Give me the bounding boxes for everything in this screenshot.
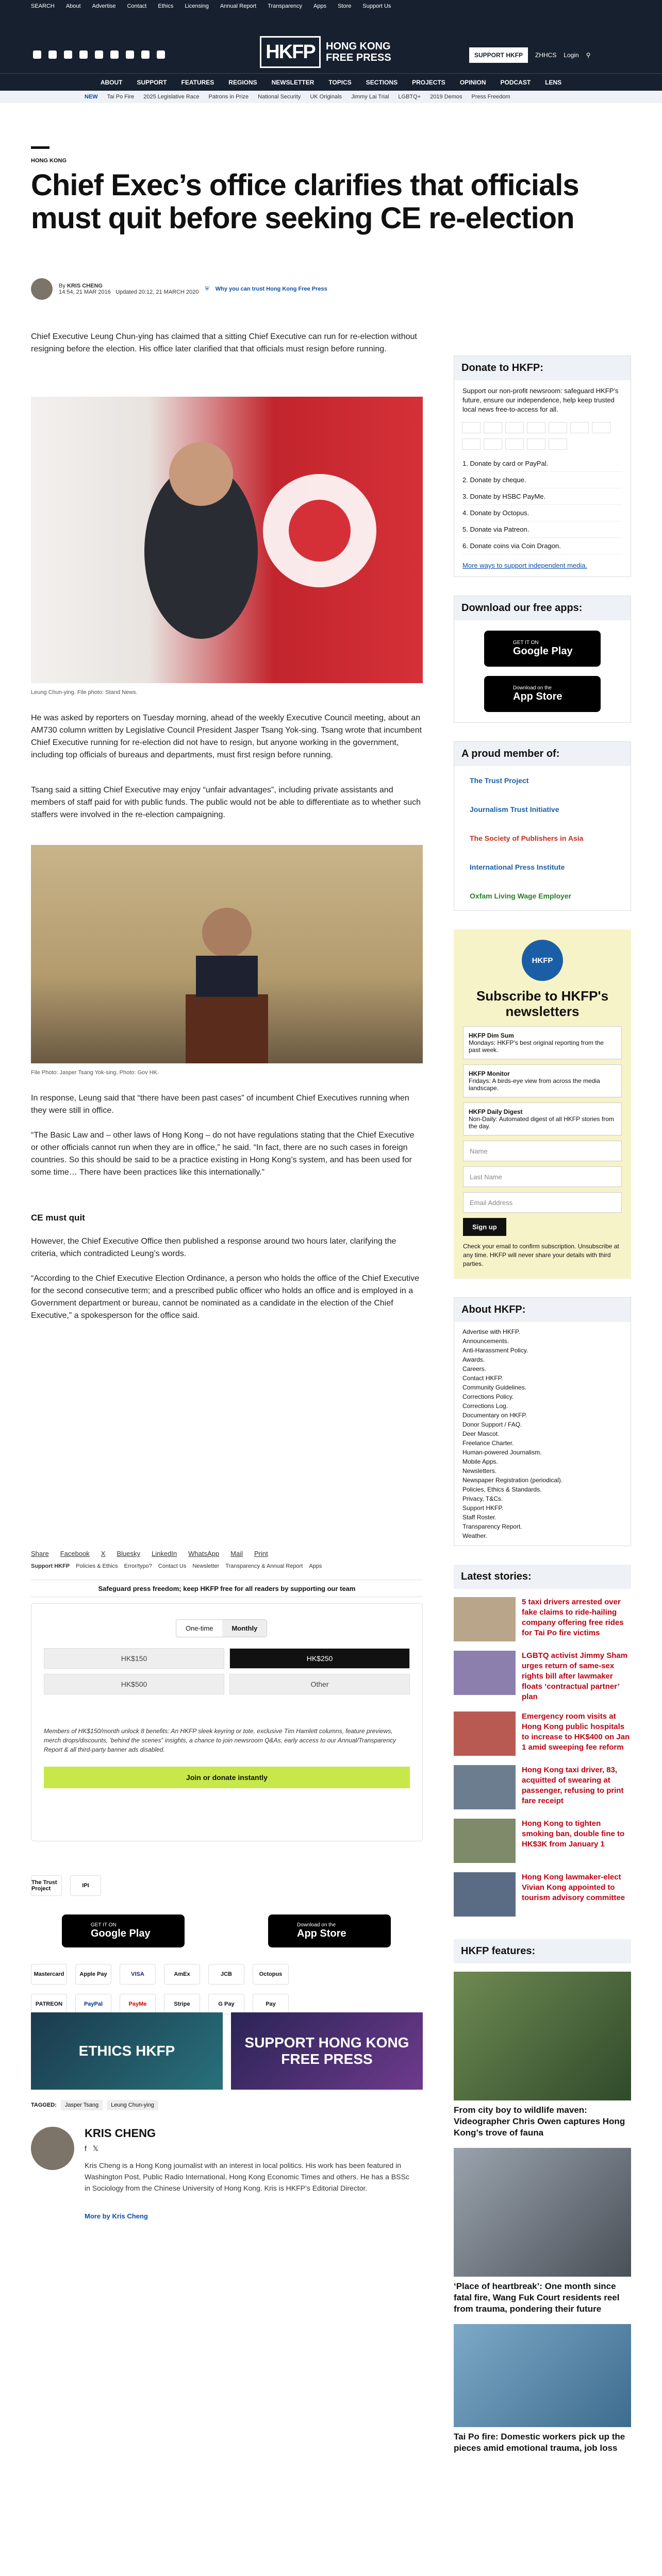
feature-image[interactable] — [454, 2324, 631, 2427]
about-link[interactable]: Corrections Log. — [462, 1402, 508, 1410]
facebook-icon[interactable]: f — [85, 2144, 87, 2153]
member-logo[interactable]: Oxfam Living Wage Employer — [470, 892, 572, 900]
site-logo[interactable] — [260, 36, 402, 68]
story-item[interactable] — [454, 1819, 631, 1863]
signup-button[interactable]: Sign up — [463, 1218, 506, 1236]
author-box-name[interactable]: KRIS CHENG — [85, 2127, 156, 2140]
newsletter-logo: HKFP — [522, 940, 563, 981]
story-title[interactable]: 5 taxi drivers arrested over fake claims to ride-hailing company offering free rides for Tai Po fire victims — [522, 1598, 624, 1637]
paragraph: Tsang said a sitting Chief Executive may enjoy “unfair advantages”, including private assistants and members of staff paid for with public funds. The public would not be able to differentiate as to whether such staffers were involved in the re-election campaigning. — [31, 786, 421, 819]
util-item[interactable]: Store — [338, 3, 352, 9]
avatar[interactable] — [31, 278, 53, 300]
frequency-toggle — [176, 1619, 267, 1637]
share-x[interactable]: X — [101, 1550, 106, 1557]
toggle-monthly[interactable]: Monthly — [222, 1620, 267, 1637]
share-bar — [31, 1550, 268, 1557]
sidebar-donate — [454, 355, 631, 2463]
story-thumbnail[interactable] — [454, 1765, 516, 1809]
newsletter-option[interactable] — [463, 1064, 622, 1097]
payment-icon — [484, 422, 502, 433]
header-actions — [469, 47, 591, 63]
util-item[interactable]: Annual Report — [220, 3, 257, 9]
search-icon[interactable]: ⚲ — [586, 52, 591, 59]
stripe-icon: Stripe — [164, 1994, 200, 2014]
support-promo[interactable]: SUPPORT HONG KONG FREE PRESS — [231, 2012, 423, 2090]
trending-item[interactable]: Tai Po Fire — [107, 94, 135, 100]
tags — [31, 2100, 158, 2110]
nav-item[interactable]: PODCAST — [500, 78, 531, 86]
category-label[interactable]: HONG KONG — [31, 158, 67, 164]
trending-item[interactable]: LGBTQ+ — [398, 94, 421, 100]
about-link[interactable]: Careers. — [462, 1365, 487, 1372]
link[interactable]: Apps — [309, 1563, 322, 1569]
payment-icon — [505, 438, 524, 450]
share-label: Share — [31, 1550, 49, 1557]
patreon-icon: PATREON — [31, 1994, 67, 2014]
about-link[interactable]: Freelance Charter. — [462, 1439, 514, 1447]
app-store-button[interactable] — [268, 1914, 391, 1947]
about-link[interactable]: Privacy, T&Cs. — [462, 1495, 503, 1502]
google-play-button[interactable] — [62, 1914, 185, 1947]
option-title: HKFP Dim Sum — [469, 1032, 514, 1039]
amount-other[interactable]: Other — [229, 1674, 410, 1694]
share-mail[interactable]: Mail — [230, 1550, 243, 1557]
nav-item[interactable]: SUPPORT — [137, 78, 167, 86]
social-icons — [33, 50, 165, 59]
login-link[interactable]: Login — [564, 52, 579, 59]
util-item[interactable]: Transparency — [268, 3, 302, 9]
more-by-author[interactable]: More by Kris Cheng — [85, 2212, 148, 2220]
author-bio: Kris Cheng is a Hong Kong journalist with an interest in local politics. His work has been featured in Washington Post, Public Radio International, Hong Kong Economic Times and others. He has a BSSc in Sociology from the Chinese University of Hong Kong. Kris is HKFP’s Editorial Director. — [85, 2161, 409, 2192]
trending-label: NEW — [85, 94, 98, 100]
main-nav — [0, 73, 662, 91]
payment-icon — [527, 422, 545, 433]
tags-label: TAGGED: — [31, 2102, 57, 2108]
payment-icon — [570, 422, 589, 433]
join-button[interactable]: Join or donate instantly — [44, 1767, 410, 1788]
google-play-label: Google Play — [513, 646, 573, 657]
about-link[interactable]: Deer Mascot. — [462, 1430, 500, 1437]
share-linkedin[interactable]: LinkedIn — [152, 1550, 177, 1557]
option-desc: Fridays: A birds-eye view from across the media landscape. — [469, 1077, 600, 1092]
author-avatar[interactable] — [31, 2127, 74, 2170]
paragraph: He was asked by reporters on Tuesday morning, ahead of the weekly Executive Council meeting, about an AM730 column written by Legislative Council President Jasper Tsang Yok-sing. Tsang wrote that incumbent Chief Executive running for re-election did not have to resign, but anyone working in the government, including top officials of bureaus and departments, must first resign before running. — [31, 714, 422, 759]
site-header — [0, 12, 662, 73]
feature-title[interactable]: From city boy to wildlife maven: Videographer Chris Owen captures Hong Kong’s trove of fauna — [454, 2105, 625, 2138]
applepay2-icon: Pay — [253, 1994, 289, 2014]
x-icon[interactable] — [48, 50, 57, 59]
article-title: Chief Exec’s office clarifies that officials must quit before seeking CE re-election — [31, 168, 579, 235]
subheading: CE must quit — [31, 1213, 85, 1223]
trust-link[interactable]: Why you can trust Hong Kong Free Press — [215, 286, 327, 292]
email-input[interactable]: Email Address — [463, 1192, 622, 1213]
byline: By KRIS CHENG 14:54, 21 MAR 2016 Updated 20:12, 21 MARCH 2020 ⛨ Why you can trust Hong Kong Free Press — [31, 278, 327, 300]
trending-item[interactable]: Patrons in Prize — [208, 94, 249, 100]
google-play-label: Google Play — [91, 1928, 151, 1939]
jcb-icon: JCB — [208, 1964, 244, 1985]
about-link[interactable]: Donor Support / FAQ. — [462, 1421, 522, 1428]
about-link[interactable]: Mobile Apps. — [462, 1458, 498, 1465]
sidebar-heading: Download our free apps: — [454, 596, 631, 620]
tag[interactable]: Leung Chun-ying — [107, 2100, 158, 2110]
donate-option[interactable]: 5. Donate via Patreon. — [462, 521, 622, 538]
trending-bar — [0, 91, 662, 103]
option-desc: Non-Daily: Automated digest of all HKFP stories from the day. — [469, 1115, 614, 1130]
apple-pay-icon: Apple Pay — [75, 1964, 111, 1985]
sidebar-google-play[interactable] — [484, 631, 601, 667]
newsletter-option[interactable] — [463, 1103, 622, 1136]
link[interactable]: Contact Us — [158, 1563, 187, 1569]
payment-icon — [527, 438, 545, 450]
trending-item[interactable]: Jimmy Lai Trial — [351, 94, 389, 100]
rss-icon[interactable] — [157, 50, 165, 59]
about-link[interactable]: Documentary on HKFP. — [462, 1412, 527, 1419]
youtube-icon[interactable] — [110, 50, 119, 59]
donate-box — [31, 1603, 423, 1841]
donate-intro[interactable]: Support our non-profit newsroom: safeguard HKFP’s future, ensure our independence, help keep trusted local news free-to-access for all. — [462, 387, 619, 413]
publish-date: 14:54, 21 MAR 2016 — [59, 289, 111, 295]
member-logo[interactable]: Journalism Trust Initiative — [470, 805, 559, 814]
newsletter-option[interactable] — [463, 1026, 622, 1059]
title-rule — [31, 146, 49, 149]
feature-title[interactable]: Tai Po fire: Domestic workers pick up the pieces amid emotional trauma, job loss — [454, 2432, 625, 2453]
sidebar-payment-icons — [454, 420, 631, 453]
share-bluesky[interactable]: Bluesky — [117, 1550, 140, 1557]
trust-project-badge[interactable]: The Trust Project — [31, 1875, 62, 1896]
nav-item[interactable]: REGIONS — [228, 78, 257, 86]
link[interactable]: Error/typo? — [124, 1563, 152, 1569]
about-link[interactable]: Staff Roster. — [462, 1514, 496, 1521]
nav-item[interactable]: SECTIONS — [366, 78, 398, 86]
donate-list — [454, 453, 631, 556]
paragraph: Chief Executive Leung Chun-ying has claimed that a sitting Chief Executive can run for re-election without resigning before the election. His office later clarified that that officials must resign before running. — [31, 332, 417, 353]
sidebar-app-store[interactable] — [484, 676, 601, 712]
name-input[interactable]: Name — [463, 1141, 622, 1161]
safeguard-banner: Safeguard press freedom; keep HKFP free for all readers by supporting our team — [31, 1580, 423, 1597]
sidebar-heading: HKFP features: — [454, 1939, 631, 1963]
paragraph: In response, Leung said that “there have been past cases” of incumbent Chief Executives running when they were still in office. — [31, 1094, 409, 1115]
story-item[interactable] — [454, 1597, 631, 1641]
facebook-icon[interactable] — [33, 50, 41, 59]
newsletter-box — [454, 929, 631, 1279]
tag[interactable]: Jasper Tsang — [61, 2100, 103, 2110]
language-link[interactable]: ZHHCS — [535, 52, 557, 59]
about-link[interactable]: Policies, Ethics & Standards. — [462, 1486, 542, 1493]
nav-item[interactable]: LENS — [545, 78, 562, 86]
about-link[interactable]: Corrections Policy. — [462, 1393, 514, 1400]
amount-option[interactable]: HK$150 — [44, 1648, 224, 1669]
link[interactable]: Support HKFP — [31, 1563, 70, 1569]
badges-row — [31, 1875, 101, 1896]
trust-shield-icon: ⛨ — [205, 285, 209, 292]
author-name[interactable]: KRIS CHENG — [67, 283, 103, 289]
logo-name: HONG KONG FREE PRESS — [326, 41, 391, 63]
sidebar-heading: About HKFP: — [454, 1298, 631, 1322]
story-item[interactable] — [454, 1765, 631, 1809]
payment-icon — [462, 422, 481, 433]
about-link[interactable]: Community Guidelines. — [462, 1384, 527, 1391]
option-desc: Mondays: HKFP’s best original reporting from the past week. — [469, 1039, 604, 1054]
util-item[interactable]: SEARCH — [31, 3, 55, 9]
story-thumbnail[interactable] — [454, 1651, 516, 1695]
trending-item[interactable]: 2025 Legislative Race — [143, 94, 200, 100]
about-link[interactable]: Announcements. — [462, 1337, 509, 1345]
more-ways-link[interactable]: More ways to support independent media. — [462, 562, 588, 569]
about-link[interactable]: Transparency Report. — [462, 1523, 522, 1530]
story-title[interactable]: Hong Kong taxi driver, 83, acquitted of swearing at passenger, refusing to print fare receipt — [522, 1766, 624, 1805]
newsletter-title: Subscribe to HKFP's newsletters — [476, 988, 609, 1019]
amount-option[interactable]: HK$500 — [44, 1674, 224, 1694]
bluesky-icon[interactable] — [95, 50, 103, 59]
latest-stories — [454, 1565, 631, 1934]
google-play-prefix: GET IT ON — [513, 640, 539, 646]
story-title[interactable]: Hong Kong to tighten smoking ban, double fine to HK$3K from January 1 — [522, 1819, 625, 1849]
features — [454, 1939, 631, 2454]
nav-item[interactable]: FEATURES — [181, 78, 214, 86]
telegram-icon[interactable] — [126, 50, 134, 59]
member-benefits: Members of HK$150/month unlock 8 benefits: An HKFP sleek keyring or tote, exclusive Tim Hamlett columns, feature previews, merch drops/discounts, ‛behind the scenes” insights, a chance to join newsroom Q&As, early access to our Annual/Transparency Report & all third-party banner ads disabled. — [44, 1727, 396, 1753]
support-button[interactable]: SUPPORT HKFP — [469, 47, 528, 63]
about-link[interactable]: Anti-Harassment Policy. — [462, 1347, 528, 1354]
paragraph: “According to the Chief Executive Election Ordinance, a person who holds the office of the Chief Executive for the second consecutive term; and a prescribed public officer who holds an office and is employed in a Government department or bureau, cannot be nominated as a candidate in the election of the Chief Executive,” a spokesperson for the office said. — [31, 1274, 420, 1320]
app-store-label: App Store — [513, 691, 562, 702]
share-whatsapp[interactable]: WhatsApp — [188, 1550, 220, 1557]
about-link[interactable]: Contact HKFP. — [462, 1375, 503, 1382]
story-thumbnail[interactable] — [454, 1711, 516, 1756]
podium-graphic — [31, 845, 423, 1063]
about-link[interactable]: Advertise with HKFP. — [462, 1328, 520, 1335]
amex-icon: AmEx — [164, 1964, 200, 1985]
option-title: HKFP Daily Digest — [469, 1108, 523, 1115]
article-image-tsang[interactable] — [31, 845, 423, 1063]
donate-option[interactable]: 4. Donate by Octopus. — [462, 505, 622, 521]
about-link[interactable]: Awards. — [462, 1356, 485, 1363]
about-link[interactable]: Newspaper Registration (periodical). — [462, 1477, 563, 1484]
nav-item[interactable]: ABOUT — [100, 78, 123, 86]
trending-item[interactable]: UK Originals — [310, 94, 342, 100]
link[interactable]: Newsletter — [192, 1563, 220, 1569]
sidebar-heading: Donate to HKFP: — [454, 356, 631, 380]
nav-item[interactable]: OPINION — [459, 78, 486, 86]
image-caption: Leung Chun-ying. File photo: Stand News. — [31, 689, 138, 696]
payment-icon — [484, 438, 502, 450]
paypal-icon: PayPal — [75, 1994, 111, 2014]
about-link[interactable]: Human-powered Journalism. — [462, 1449, 542, 1456]
sidebar-heading: Latest stories: — [454, 1565, 631, 1589]
nav-item[interactable]: NEWSLETTER — [271, 78, 315, 86]
util-item[interactable]: Advertise — [92, 3, 116, 9]
email-icon[interactable] — [141, 50, 150, 59]
article-image-leung[interactable] — [31, 397, 423, 683]
payment-icon — [549, 422, 567, 433]
trending-item[interactable]: 2019 Demos — [430, 94, 462, 100]
donate-option[interactable]: 3. Donate by HSBC PayMe. — [462, 488, 622, 505]
story-thumbnail[interactable] — [454, 1597, 516, 1641]
about-list — [454, 1322, 631, 1546]
mastercard-icon: Mastercard — [31, 1964, 67, 1985]
story-title[interactable]: LGBTQ activist Jimmy Sham urges return of same-sex rights bill after lawmaker floats ‘contractual partner’ plan — [522, 1651, 628, 1701]
ethics-promo[interactable]: ETHICS HKFP — [31, 2012, 223, 2090]
story-item[interactable] — [454, 1872, 631, 1917]
util-item[interactable]: Apps — [313, 3, 327, 9]
visa-icon: VISA — [120, 1964, 156, 1985]
ipi-badge[interactable]: IPI — [70, 1875, 101, 1896]
payment-icon — [549, 438, 567, 450]
x-icon[interactable]: 𝕏 — [92, 2144, 98, 2153]
threads-icon[interactable] — [79, 50, 88, 59]
utility-bar — [0, 0, 662, 12]
link[interactable]: Policies & Ethics — [76, 1563, 118, 1569]
paragraph: However, the Chief Executive Office then published a response around two hours later, clarifying the criteria, which contradicted Leung’s words. — [31, 1237, 396, 1258]
payment-icon — [505, 422, 524, 433]
amount-grid — [44, 1648, 410, 1694]
instagram-icon[interactable] — [64, 50, 72, 59]
bauhinia-flag-graphic — [31, 397, 423, 683]
util-item[interactable]: Licensing — [185, 3, 209, 9]
feature-title[interactable]: ‘Place of heartbreak’: One month since fatal fire, Wang Fuk Court residents reel from trauma, pondering their future — [454, 2281, 620, 2314]
util-item[interactable]: Contact — [127, 3, 147, 9]
amount-option-selected[interactable]: HK$250 — [229, 1648, 410, 1669]
app-store-prefix: Download on the — [513, 685, 552, 691]
link[interactable]: Transparency & Annual Report — [225, 1563, 303, 1569]
updated-date: Updated 20:12, 21 MARCH 2020 — [115, 289, 199, 295]
sidebar-heading: A proud member of: — [454, 742, 631, 766]
member-logo[interactable]: International Press Institute — [470, 863, 565, 871]
payment-icon — [592, 422, 610, 433]
about-link[interactable]: Support HKFP. — [462, 1504, 504, 1512]
about-link[interactable]: Weather. — [462, 1532, 487, 1539]
newsletter-note: Check your email to confirm subscription. Unsubscribe at any time. HKFP will never share your details with third parties. — [463, 1243, 619, 1267]
story-title[interactable]: Hong Kong lawmaker-elect Vivian Kong appointed to tourism advisory committee — [522, 1873, 625, 1902]
story-thumbnail[interactable] — [454, 1819, 516, 1863]
gpay-icon: G Pay — [208, 1994, 244, 2014]
toggle-one-time[interactable]: One-time — [186, 1624, 213, 1632]
payme-icon: PayMe — [120, 1994, 156, 2014]
share-facebook[interactable]: Facebook — [60, 1550, 90, 1557]
payment-icon — [462, 438, 481, 450]
util-item[interactable]: Support Us — [362, 3, 391, 9]
util-item[interactable]: Ethics — [158, 3, 174, 9]
story-item[interactable] — [454, 1711, 631, 1756]
octopus-icon: Octopus — [253, 1964, 289, 1985]
feature-image[interactable] — [454, 1972, 631, 2100]
donate-option[interactable]: 2. Donate by cheque. — [462, 472, 622, 488]
donate-option[interactable]: 1. Donate by card or PayPal. — [462, 455, 622, 472]
paragraph: “The Basic Law and – other laws of Hong Kong – do not have regulations stating that the Chief Executive or other officials cannot run when they are in office,” he said. “In fact, there are no such cases in foreign countries. So this should be said to be a practice existing in Hong Kong’s system, and has been used for some time… There have been practices like this internationally.” — [31, 1131, 415, 1177]
trending-item[interactable]: National Security — [258, 94, 301, 100]
about-link[interactable]: Newsletters. — [462, 1467, 497, 1475]
app-store-prefix: Download on the — [297, 1922, 336, 1928]
payment-row — [31, 1994, 289, 2014]
story-item[interactable] — [454, 1651, 631, 1702]
google-play-prefix: GET IT ON — [91, 1922, 117, 1928]
nav-item[interactable]: PROJECTS — [412, 78, 445, 86]
last-name-input[interactable]: Last Name — [463, 1166, 622, 1187]
author-social-icons — [85, 2144, 98, 2153]
util-item[interactable]: About — [65, 3, 81, 9]
member-logo[interactable]: The Trust Project — [470, 776, 529, 785]
trending-item[interactable]: Press Freedom — [471, 94, 510, 100]
share-print[interactable]: Print — [254, 1550, 268, 1557]
logo-mark: HKFP — [260, 36, 321, 68]
story-thumbnail[interactable] — [454, 1872, 516, 1917]
payment-row — [31, 1964, 289, 1985]
nav-item[interactable]: TOPICS — [328, 78, 352, 86]
app-store-label: App Store — [297, 1928, 346, 1939]
option-title: HKFP Monitor — [469, 1070, 510, 1077]
image-caption: File Photo: Jasper Tsang Yok-sing. Photo: Gov HK. — [31, 1070, 159, 1076]
footer-links — [31, 1563, 322, 1569]
feature-image[interactable] — [454, 2148, 631, 2277]
member-logo[interactable]: The Society of Publishers in Asia — [470, 834, 584, 842]
donate-option[interactable]: 6. Donate coins via Coin Dragon. — [462, 538, 622, 554]
story-title[interactable]: Emergency room visits at Hong Kong public hospitals to increase to HK$400 on Jan 1 amid sweeping fee reform — [522, 1712, 630, 1752]
